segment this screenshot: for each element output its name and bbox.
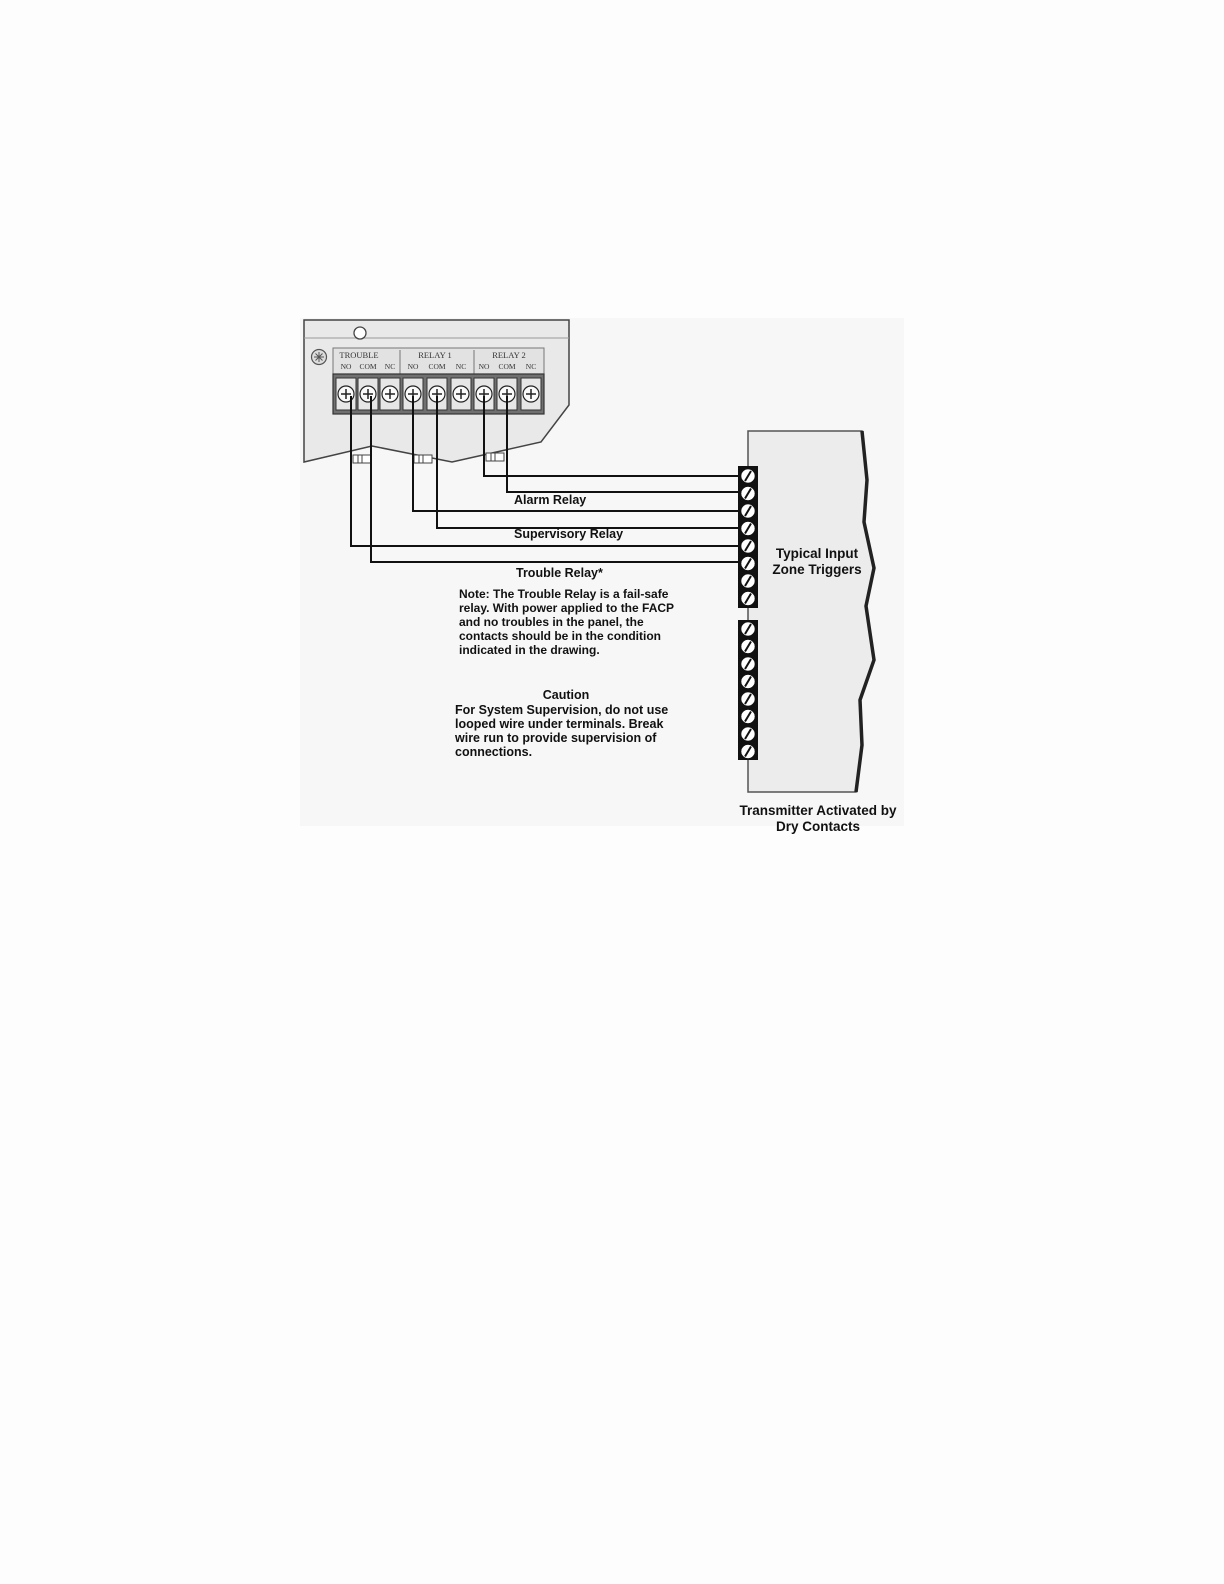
zone-screw-icon bbox=[742, 658, 755, 671]
zone-screw-icon bbox=[742, 710, 755, 723]
zone-triggers-label-line1: Typical Input bbox=[775, 546, 859, 561]
zone-screw-icon bbox=[742, 623, 755, 636]
terminal-label: NO bbox=[340, 362, 352, 371]
terminal-label: COM bbox=[428, 362, 446, 371]
caution-title: Caution bbox=[542, 688, 590, 702]
relay-terminal-screws bbox=[336, 378, 541, 410]
zone-triggers-label-line2: Zone Triggers bbox=[772, 562, 862, 577]
zone-screw-icon bbox=[742, 693, 755, 706]
zone-screw-icon bbox=[742, 728, 755, 741]
alarm-relay-label: Alarm Relay bbox=[514, 493, 587, 507]
terminal-label: NC bbox=[455, 362, 467, 371]
zone-screw-icon bbox=[742, 592, 755, 605]
zone-screw-icon bbox=[742, 575, 755, 588]
caution-line: looped wire under terminals. Break bbox=[455, 717, 664, 731]
terminal-screw-icon bbox=[358, 378, 378, 410]
trouble-relay-label: Trouble Relay* bbox=[516, 566, 603, 580]
terminal-screw-icon bbox=[521, 378, 541, 410]
note-line: relay. With power applied to the FACP bbox=[459, 601, 675, 615]
terminal-label: COM bbox=[498, 362, 516, 371]
terminal-label: NO bbox=[478, 362, 490, 371]
zone-screw-icon bbox=[742, 505, 755, 518]
group-label-relay2: RELAY 2 bbox=[492, 350, 526, 360]
transmitter-caption-line2: Dry Contacts bbox=[775, 819, 861, 834]
zone-screw-icon bbox=[742, 675, 755, 688]
terminal-label: NC bbox=[384, 362, 396, 371]
terminal-screw-icon bbox=[336, 378, 356, 410]
zone-screw-icon bbox=[742, 745, 755, 758]
ground-screw-icon bbox=[312, 350, 327, 365]
zone-screw-icon bbox=[742, 487, 755, 500]
supervisory-relay-label: Supervisory Relay bbox=[514, 527, 624, 541]
terminal-screw-icon bbox=[380, 378, 400, 410]
transmitter-caption-line1: Transmitter Activated by bbox=[739, 803, 897, 818]
terminal-label: COM bbox=[359, 362, 377, 371]
terminal-label: NO bbox=[407, 362, 419, 371]
note-line: contacts should be in the condition bbox=[459, 629, 662, 643]
terminal-label: NC bbox=[525, 362, 537, 371]
transmitter-body bbox=[748, 431, 874, 792]
zone-screw-icon bbox=[742, 640, 755, 653]
zone-screw-icon bbox=[742, 470, 755, 483]
caution-line: For System Supervision, do not use bbox=[455, 703, 669, 717]
group-label-relay1: RELAY 1 bbox=[418, 350, 452, 360]
zone-screw-icon bbox=[742, 522, 755, 535]
zone-screw-icon bbox=[742, 557, 755, 570]
caution-line: connections. bbox=[455, 745, 533, 759]
note-line: Note: The Trouble Relay is a fail-safe bbox=[459, 587, 669, 601]
zone-screw-icon bbox=[742, 540, 755, 553]
transmitter bbox=[738, 431, 874, 792]
terminal-screw-icon bbox=[451, 378, 471, 410]
group-label-trouble: TROUBLE bbox=[339, 350, 379, 360]
mounting-hole-icon bbox=[354, 327, 366, 339]
caution-line: wire run to provide supervision of bbox=[455, 731, 657, 745]
note-line: indicated in the drawing. bbox=[459, 643, 600, 657]
note-line: and no troubles in the panel, the bbox=[459, 615, 644, 629]
